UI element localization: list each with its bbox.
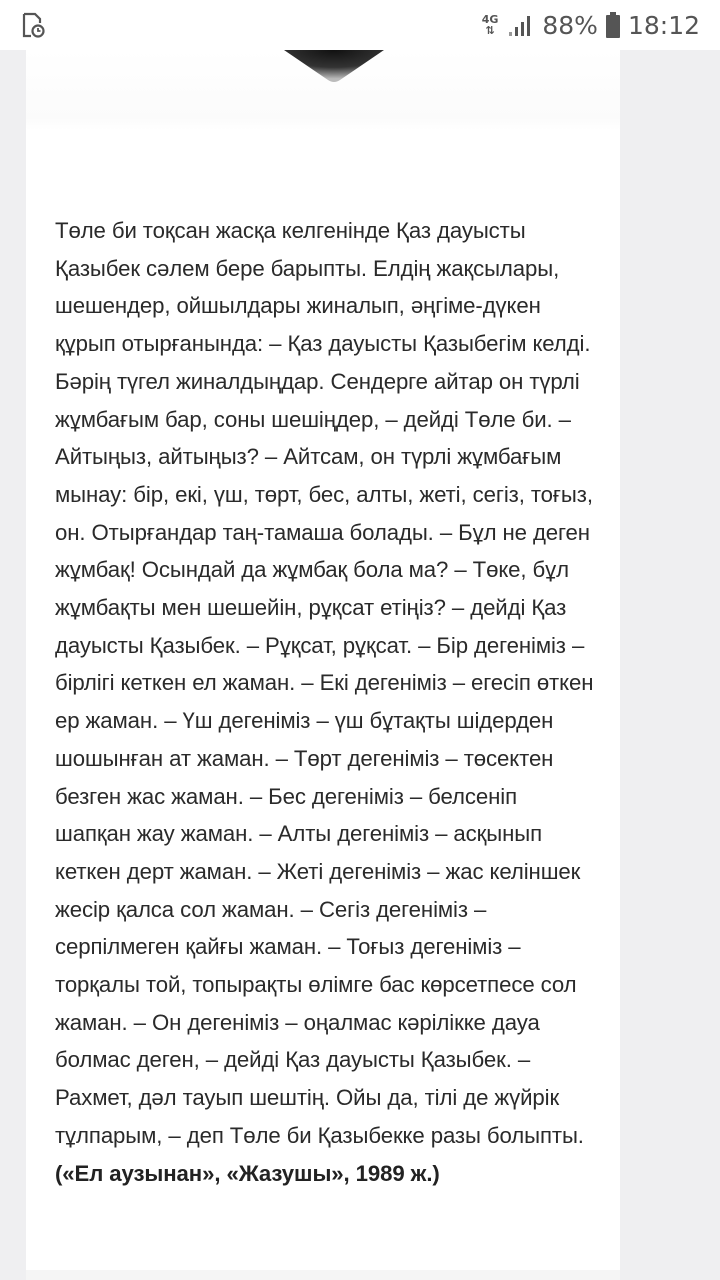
screenshot-notification-icon: [20, 12, 46, 38]
article-source: («Ел аузынан», «Жазушы», 1989 ж.): [55, 1160, 440, 1186]
clock: 18:12: [627, 10, 700, 40]
article-card: [26, 50, 620, 1280]
signal-strength-icon: [508, 13, 534, 37]
card-bottom-edge: [26, 1270, 620, 1280]
battery-icon: [606, 12, 620, 38]
data-arrows-icon: ⇅: [485, 24, 495, 37]
network-indicator: [482, 14, 499, 36]
battery-percent: 88%: [542, 10, 598, 40]
network-type-label: 4G: [481, 13, 499, 26]
article-body: Төле би тоқсан жасқа келгенінде Қаз дауысты Қазыбек сәлем бере барыпты. Елдің жақсылары, шешендер, ойшылдары жиналып, әңгіме-дүкен құрып отырғанында: – Қаз дауысты Қазыбегім келді. Бәрің түгел жиналдыңдар. Сендерге айтар он түрлі жұмбағым бар, соны шешіңдер, – дейді Төле би. – Айтыңыз, айтыңыз? – Айтсам, он түрлі жұмбағым мынау: бір, екі, үш, төрт, бес, алты, жеті, сегіз, тоғыз, он. Отырғандар таң-тамаша болады. – Бұл не деген жұмбақ! Осындай да жұмбақ бола ма? – Төке, бұл жұмбақты мен шешейін, рұқсат етіңіз? – дейді Қаз дауысты Қазыбек. – Рұқсат, рұқсат. – Бір дегеніміз – бірлігі кеткен ел жаман. – Екі дегеніміз – егесіп өткен ер жаман. – Үш дегеніміз – үш бұтақты шідерден шошынған ат жаман. – Төрт дегеніміз – төсектен безген жас жаман. – Бес дегеніміз – белсеніп шапқан жау жаман. – Алты дегеніміз – асқынып кеткен дерт жаман. – Жеті дегеніміз – жас келіншек жесір қалса сол жаман. – Сегіз дегеніміз – серпілмеген қайғы жаман. – Тоғыз дегеніміз – торқалы той, топырақты өлімге бас көрсетпесе сол жаман. – Он дегеніміз – оңалмас кәрілікке дауа болмас деген, – дейді Қаз дауысты Қазыбек. – Рахмет, дәл тауып шештің. Ойы да, тілі де жүйрік тұлпарым, – деп Төле би Қазыбекке разы болыпты.: [55, 218, 594, 1148]
down-arrow-icon: [284, 50, 384, 84]
article-header-image: [26, 50, 620, 130]
status-bar: [0, 0, 720, 50]
article-text: [55, 212, 595, 1192]
